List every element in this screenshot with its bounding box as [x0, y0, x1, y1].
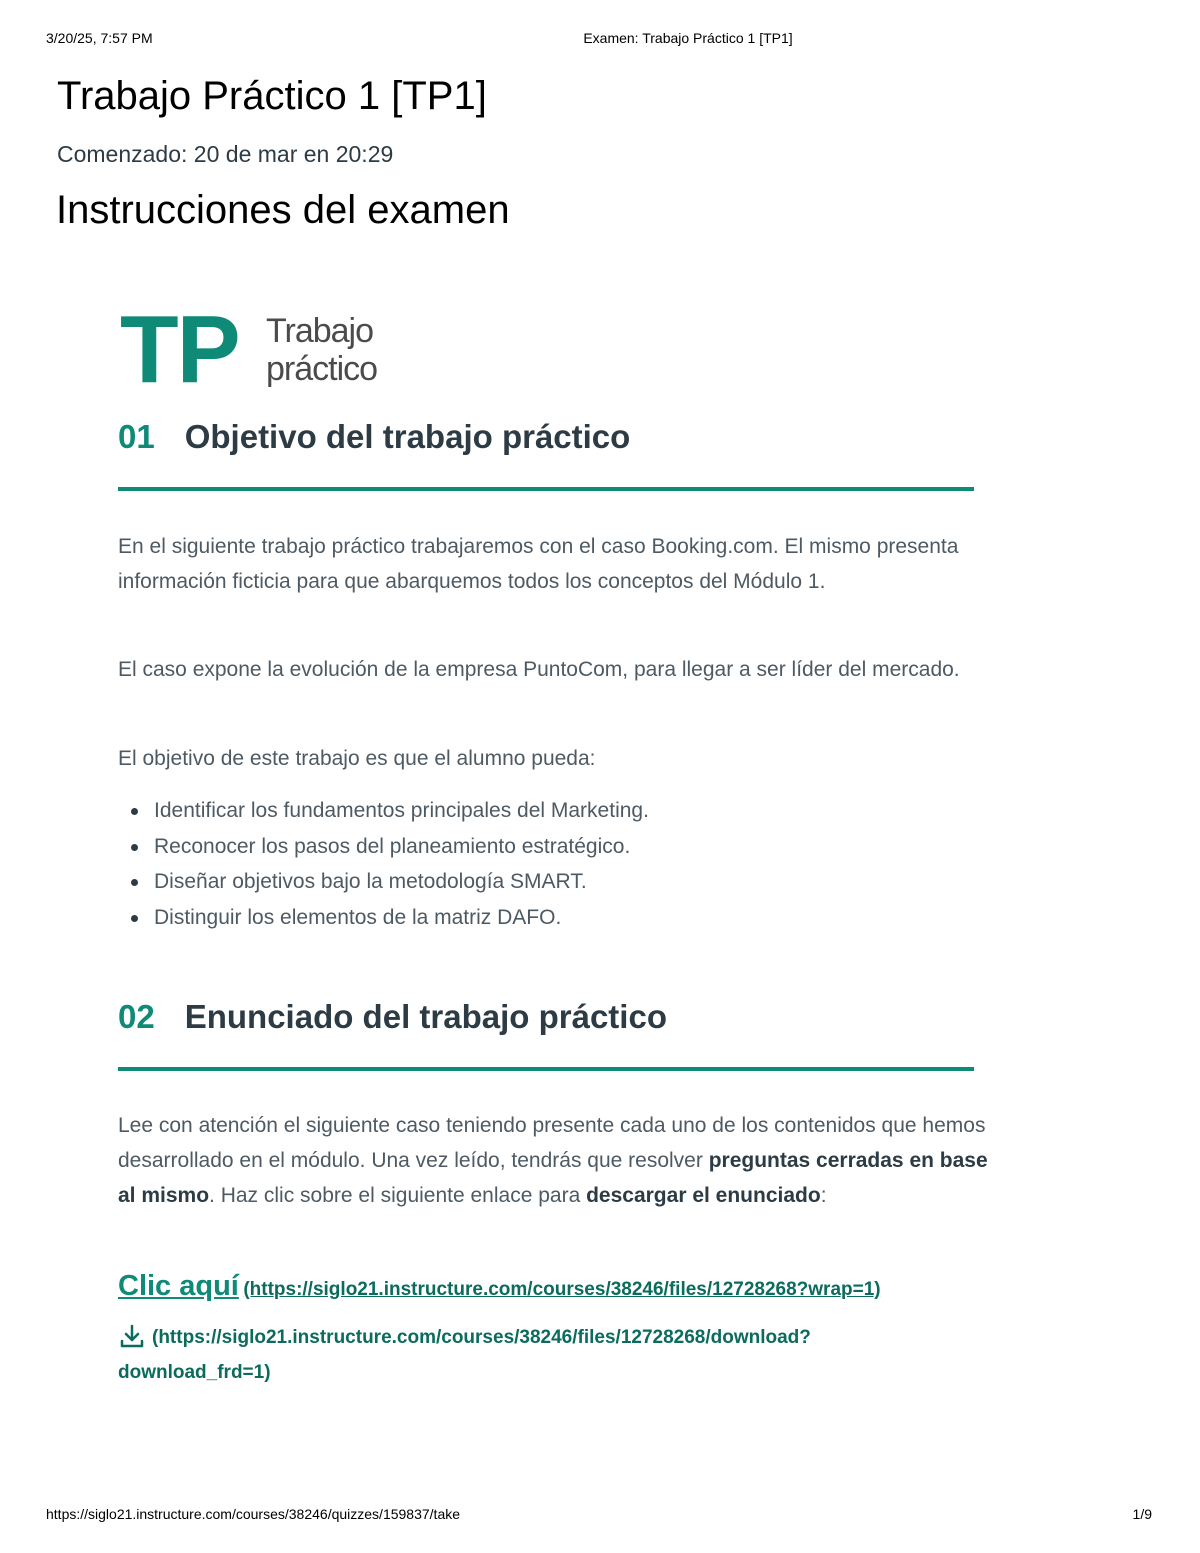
- download-icon[interactable]: [118, 1323, 146, 1349]
- statement-text: . Haz clic sobre el siguiente enlace para: [209, 1184, 587, 1207]
- list-item: Distinguir los elementos de la matriz DAFO.: [118, 900, 988, 936]
- print-url: https://siglo21.instructure.com/courses/38246/quizzes/159837/take: [46, 1506, 461, 1522]
- statement-text: :: [820, 1184, 827, 1207]
- section-divider: [118, 1067, 974, 1071]
- file-link[interactable]: [118, 1270, 1018, 1303]
- started-timestamp: Comenzado: 20 de mar en 20:29: [57, 141, 394, 167]
- list-item: Reconocer los pasos del planeamiento estratégico.: [118, 829, 988, 865]
- print-page-title: Examen: Trabajo Práctico 1 [TP1]: [583, 30, 793, 46]
- section-heading-objective: [118, 418, 630, 456]
- instructions-heading: Instrucciones del examen: [56, 188, 510, 232]
- objective-paragraph-3: El objetivo de este trabajo es que el alumno pueda:: [118, 747, 596, 770]
- objective-paragraph-1: En el siguiente trabajo práctico trabajaremos con el caso Booking.com. El mismo presenta información ficticia para que abarquemos todos los conceptos del Módulo 1.: [118, 535, 959, 593]
- download-link-url[interactable]: (https://siglo21.instructure.com/courses/38246/files/12728268/download?download_frd=1): [118, 1327, 811, 1383]
- download-link[interactable]: [118, 1320, 918, 1390]
- tp-logo-line2: práctico: [266, 350, 378, 388]
- statement-paragraph: [118, 1108, 988, 1213]
- statement-text: Lee con atención el siguiente caso teniendo presente cada uno de los contenidos que hemos desarrollado en el módulo. Una vez leído, tendrás que resolver: [118, 1114, 986, 1172]
- section-number: 02: [118, 998, 155, 1035]
- objective-list: [118, 793, 988, 935]
- section-number: 01: [118, 418, 155, 455]
- section-title: Objetivo del trabajo práctico: [184, 418, 631, 455]
- objective-paragraph-2: El caso expone la evolución de la empresa PuntoCom, para llegar a ser líder del mercado.: [118, 658, 960, 681]
- tp-logo-letters: TP: [120, 296, 239, 403]
- section-divider: [118, 487, 974, 491]
- list-item: Identificar los fundamentos principales del Marketing.: [118, 793, 988, 829]
- file-link-url[interactable]: (https://siglo21.instructure.com/courses/38246/files/12728268?wrap=1): [243, 1279, 881, 1300]
- clic-aqui-link[interactable]: Clic aquí: [118, 1270, 239, 1302]
- tp-logo-text: [266, 312, 377, 388]
- statement-bold-text: preguntas cerradas en base al mismo: [118, 1149, 988, 1207]
- list-item: Diseñar objetivos bajo la metodología SMART.: [118, 864, 988, 900]
- print-header: [0, 30, 1200, 50]
- print-datetime: 3/20/25, 7:57 PM: [46, 30, 153, 46]
- section-title: Enunciado del trabajo práctico: [184, 998, 667, 1035]
- tp-logo-line1: Trabajo: [266, 312, 374, 350]
- section-heading-statement: [118, 998, 667, 1036]
- statement-bold-text: descargar el enunciado: [586, 1184, 821, 1207]
- print-page-number: 1/9: [1132, 1506, 1152, 1522]
- page-title: Trabajo Práctico 1 [TP1]: [57, 74, 487, 118]
